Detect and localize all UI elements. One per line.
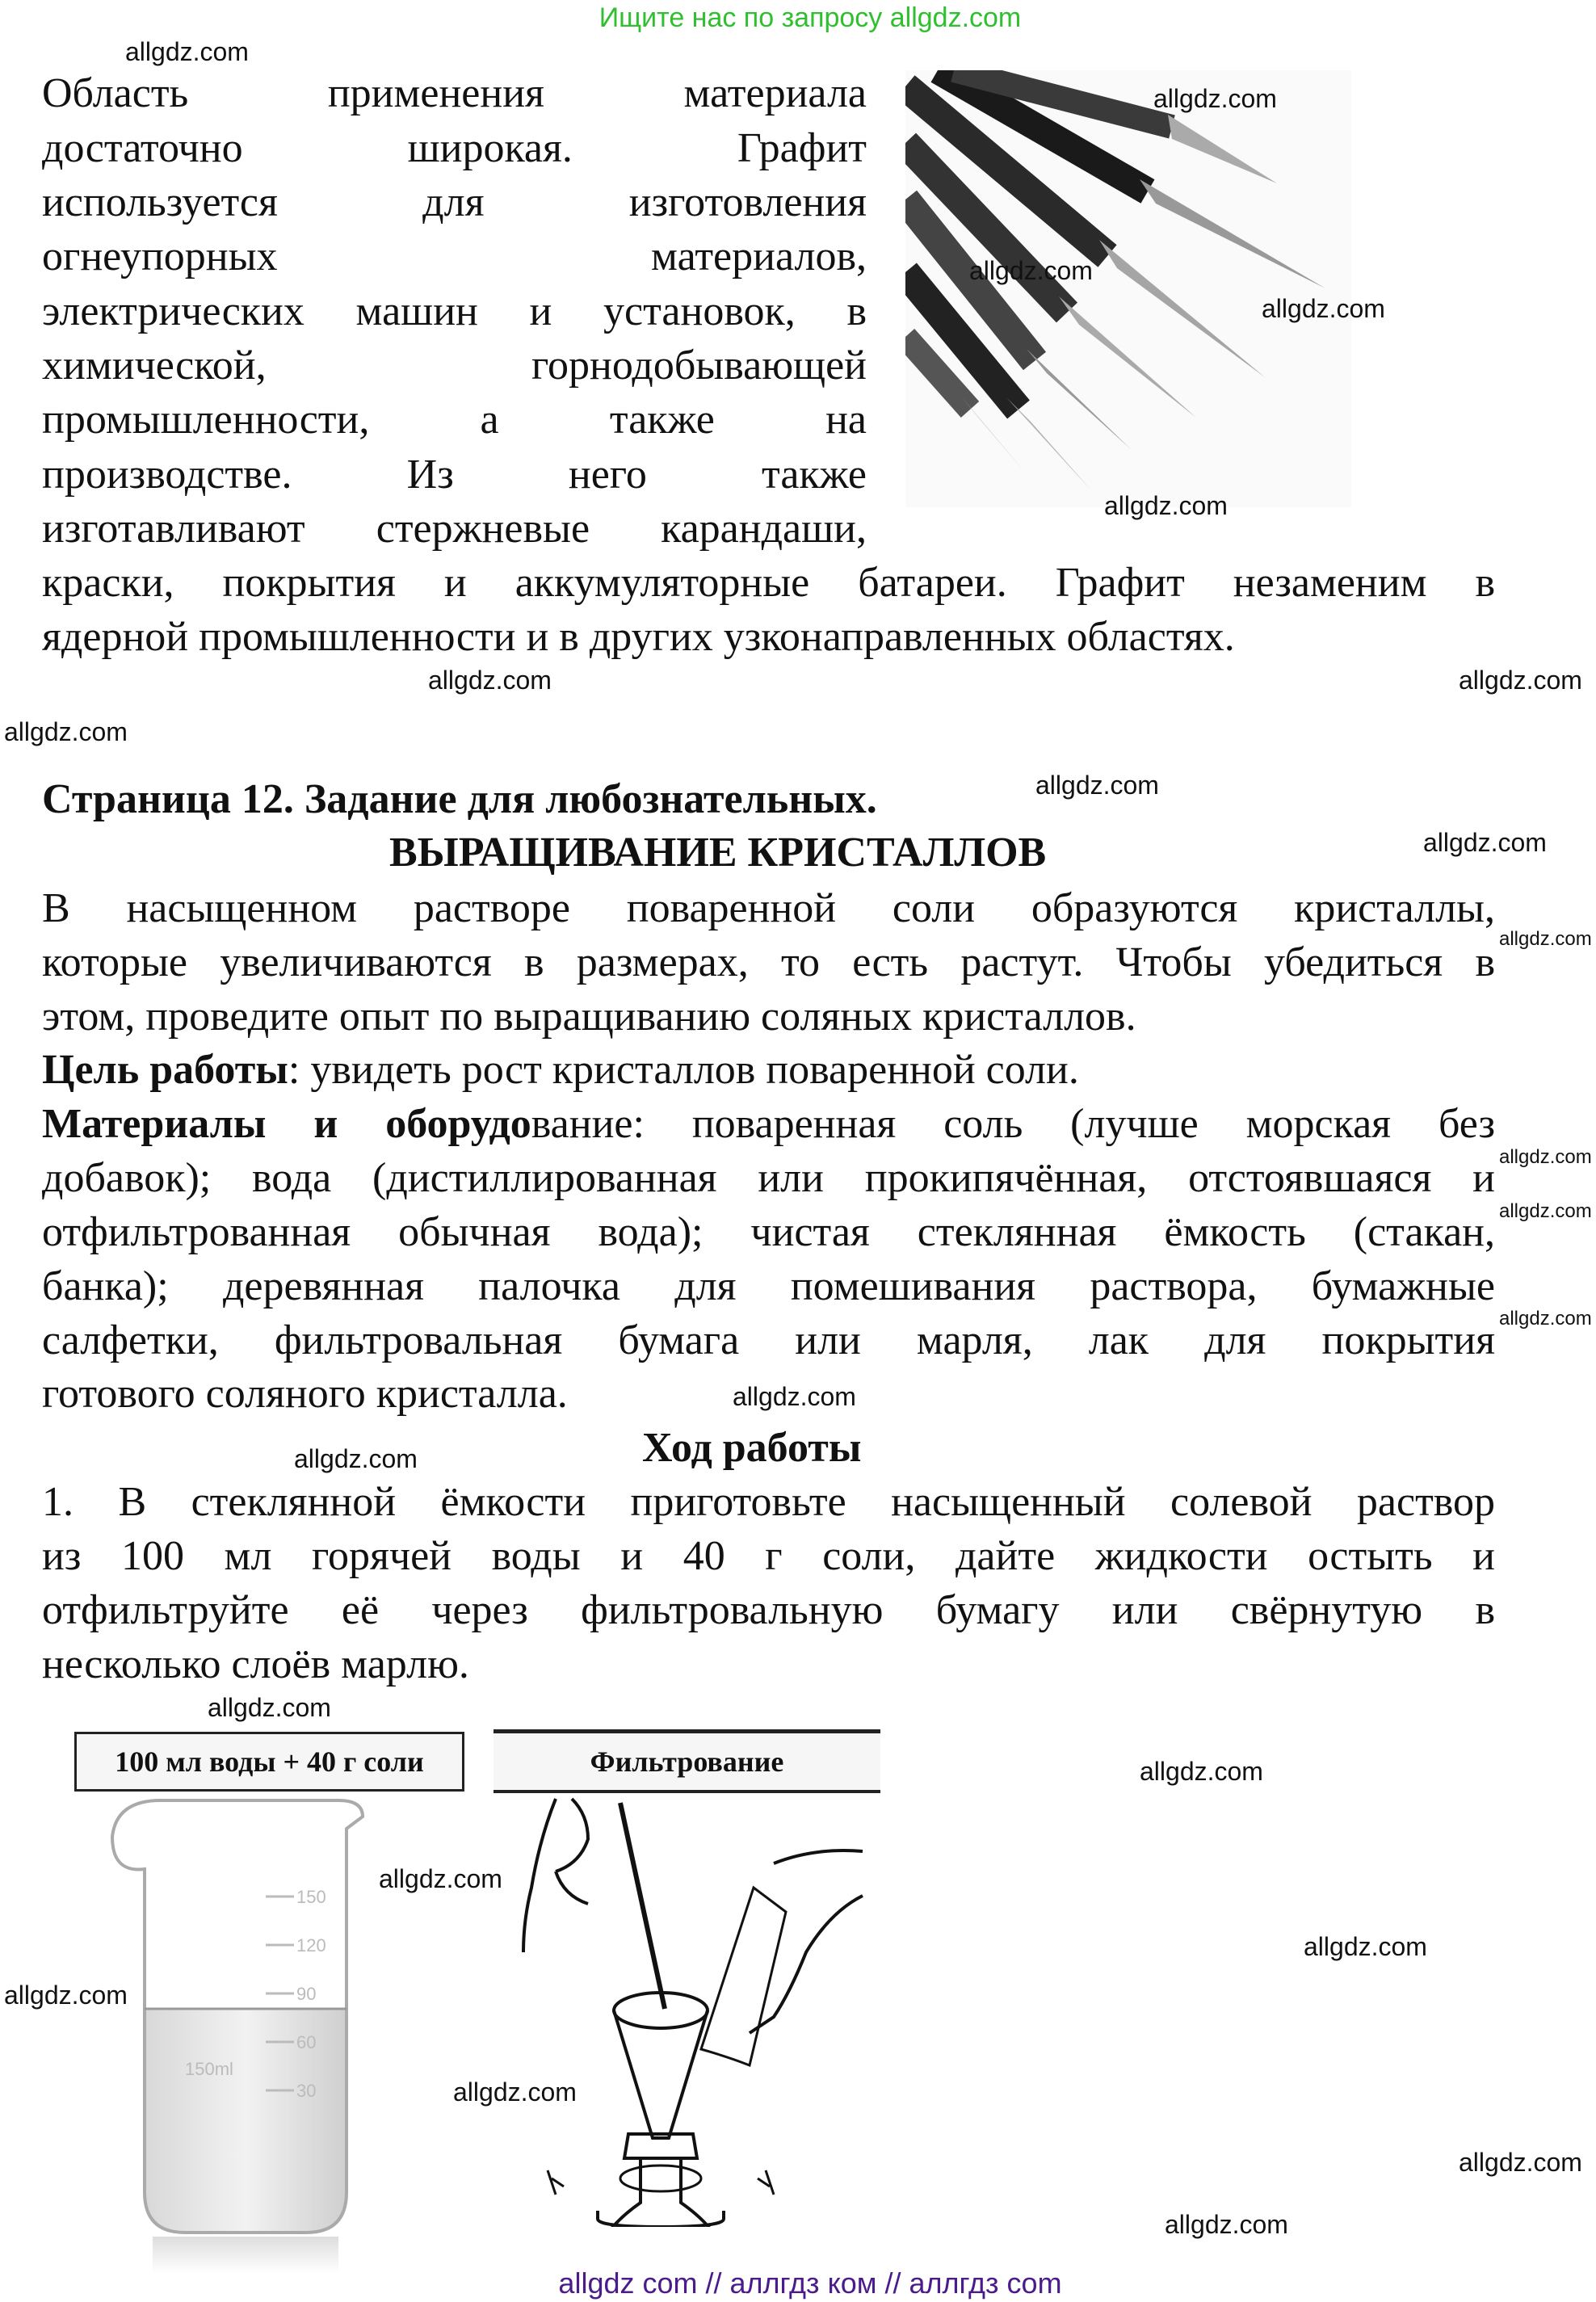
text-line: отфильтруйте её через фильтровальную бумагу или свёрнутую в bbox=[42, 1588, 1495, 1633]
watermark[interactable]: allgdz.com bbox=[379, 1864, 502, 1893]
watermark[interactable]: allgdz.com bbox=[1165, 2210, 1288, 2239]
beaker-mark: 150 bbox=[296, 1887, 326, 1907]
watermark[interactable]: allgdz.com bbox=[1104, 491, 1228, 520]
beaker-volume: 150ml bbox=[185, 2059, 233, 2079]
text-line: из 100 мл горячей воды и 40 г соли, дайте жидкости остыть и bbox=[42, 1534, 1495, 1579]
text-line: добавок); вода (дистиллированная или прокипячённая, отстоявшаяся и bbox=[42, 1156, 1495, 1201]
label-filtration: Фильтрование bbox=[494, 1729, 880, 1793]
text-line: химической, горнодобывающей bbox=[42, 343, 867, 389]
section-heading: Страница 12. Задание для любознательных. bbox=[42, 776, 877, 822]
watermark[interactable]: allgdz.com bbox=[453, 2077, 577, 2107]
text-line: электрических машин и установок, в bbox=[42, 289, 867, 334]
goal-text: : увидеть рост кристаллов поваренной соли. bbox=[288, 1047, 1079, 1093]
text-line: 1. В стеклянной ёмкости приготовьте насыщенный солевой раствор bbox=[42, 1480, 1495, 1525]
text-line: ядерной промышленности и в других узконаправленных областях. bbox=[42, 614, 1235, 660]
watermark[interactable]: allgdz.com bbox=[428, 666, 552, 695]
filtration-drawing bbox=[507, 1791, 880, 2227]
watermark[interactable]: allgdz.com bbox=[1423, 828, 1547, 857]
goal-line bbox=[42, 1048, 1079, 1093]
watermark[interactable]: allgdz.com bbox=[294, 1444, 418, 1473]
bottom-banner[interactable]: allgdz com // аллгдз ком // аллгдз com bbox=[558, 2266, 1062, 2300]
text-line: изготавливают стержневые карандаши, bbox=[42, 506, 867, 552]
pencils-image bbox=[905, 70, 1351, 507]
watermark[interactable]: allgdz.com bbox=[1304, 1932, 1427, 1961]
watermark[interactable]: allgdz.com bbox=[1035, 771, 1159, 800]
watermark[interactable]: allgdz.com bbox=[1499, 1200, 1592, 1222]
text-line: готового соляного кристалла. bbox=[42, 1371, 568, 1417]
text-line: краски, покрытия и аккумуляторные батареи. Графит незаменим в bbox=[42, 561, 1495, 606]
watermark[interactable]: allgdz.com bbox=[1459, 666, 1582, 695]
watermark[interactable]: allgdz.com bbox=[125, 37, 249, 66]
watermark[interactable]: allgdz.com bbox=[4, 717, 128, 746]
top-banner[interactable]: Ищите нас по запросу allgdz.com bbox=[598, 2, 1022, 33]
watermark[interactable]: allgdz.com bbox=[733, 1382, 856, 1411]
beaker-mark: 120 bbox=[296, 1935, 326, 1955]
goal-label: Цель работы bbox=[42, 1047, 288, 1093]
watermark[interactable]: allgdz.com bbox=[1153, 84, 1277, 113]
watermark[interactable]: allgdz.com bbox=[1499, 928, 1592, 950]
watermark[interactable]: allgdz.com bbox=[208, 1693, 331, 1722]
text-line: салфетки, фильтровальная бумага или марля, лак для покрытия bbox=[42, 1318, 1495, 1363]
watermark[interactable]: allgdz.com bbox=[4, 1981, 128, 2010]
beaker-mark: 90 bbox=[296, 1984, 317, 2004]
beaker-mark: 30 bbox=[296, 2081, 317, 2101]
text-line: достаточно широкая. Графит bbox=[42, 126, 867, 171]
text-line: этом, проведите опыт по выращиванию соляных кристаллов. bbox=[42, 993, 1136, 1040]
text-line: огнеупорных материалов, bbox=[42, 234, 867, 279]
section-title: ВЫРАЩИВАНИЕ КРИСТАЛЛОВ bbox=[389, 830, 1047, 876]
materials-line bbox=[42, 1102, 1495, 1147]
text-line: производстве. Из него также bbox=[42, 452, 867, 498]
procedure-title: Ход работы bbox=[642, 1425, 862, 1471]
watermark[interactable]: allgdz.com bbox=[1499, 1146, 1592, 1168]
watermark[interactable]: allgdz.com bbox=[1499, 1308, 1592, 1330]
text-line: несколько слоёв марлю. bbox=[42, 1641, 469, 1687]
watermark[interactable]: allgdz.com bbox=[1459, 2148, 1582, 2177]
label-water-salt: 100 мл воды + 40 г соли bbox=[74, 1732, 464, 1792]
watermark[interactable]: allgdz.com bbox=[969, 256, 1093, 285]
watermark[interactable]: allgdz.com bbox=[1262, 294, 1385, 323]
text-line: отфильтрованная обычная вода); чистая стеклянная ёмкость (стакан, bbox=[42, 1210, 1495, 1255]
materials-label: Материалы и оборудо bbox=[42, 1102, 531, 1147]
text-line: промышленности, а также на bbox=[42, 397, 867, 443]
text-line: которые увеличиваются в размерах, то есть растут. Чтобы убедиться в bbox=[42, 940, 1495, 985]
beaker-image bbox=[104, 1796, 397, 2273]
text-line: Область применения материала bbox=[42, 71, 867, 116]
materials-text: вание: поваренная соль (лучше морская без bbox=[531, 1102, 1495, 1147]
text-line: В насыщенном растворе поваренной соли образуются кристаллы, bbox=[42, 886, 1495, 931]
beaker-mark: 60 bbox=[296, 2032, 317, 2052]
text-line: используется для изготовления bbox=[42, 180, 867, 225]
watermark[interactable]: allgdz.com bbox=[1140, 1757, 1263, 1786]
text-line: банка); деревянная палочка для помешивания раствора, бумажные bbox=[42, 1264, 1495, 1309]
